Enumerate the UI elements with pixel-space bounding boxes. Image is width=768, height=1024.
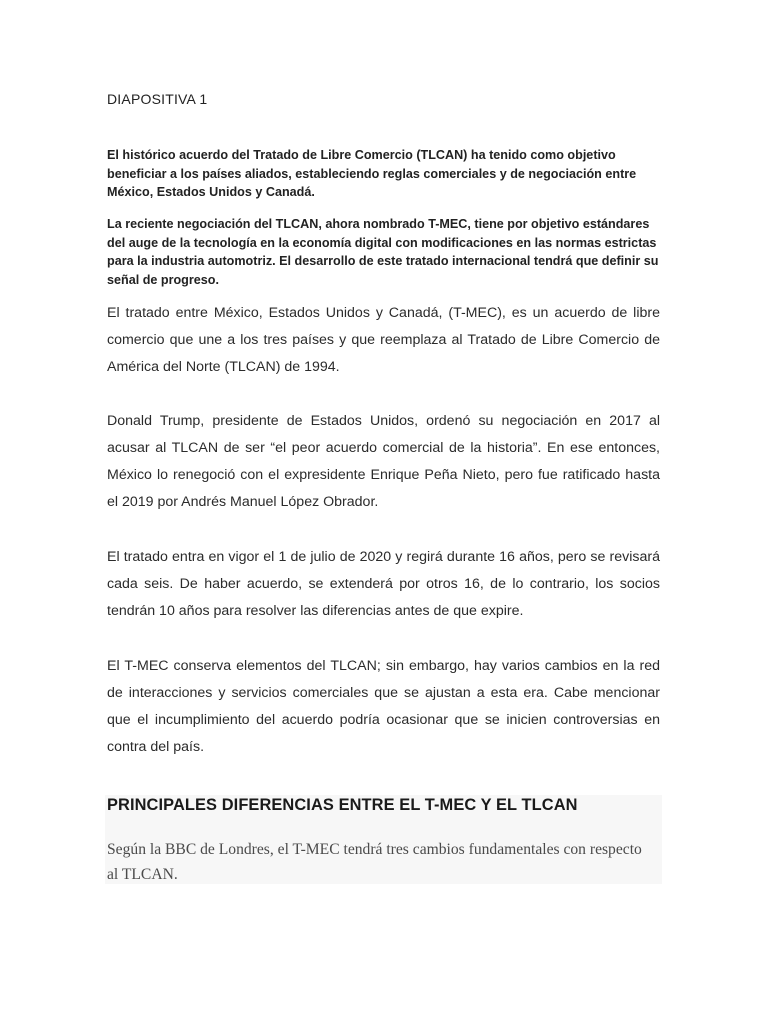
slide-label: DIAPOSITIVA 1 — [107, 91, 208, 107]
section-text: Según la BBC de Londres, el T-MEC tendrá tres cambios fundamentales con respecto al TLCAN. — [107, 841, 642, 883]
intro-paragraph: La reciente negociación del TLCAN, ahora nombrado T-MEC, tiene por objetivo estándares del auge de la tecnología en la economía digital con modificaciones en las normas estrictas para la industria automotriz. El desarrollo de este tratado internacional tendrá que definir su señal de progreso. — [107, 217, 659, 287]
section-heading: PRINCIPALES DIFERENCIAS ENTRE EL T-MEC Y EL TLCAN — [107, 796, 578, 814]
body-paragraph: El tratado entre México, Estados Unidos y Canadá, (T-MEC), es un acuerdo de libre comercio que une a los tres países y que reemplaza al Tratado de Libre Comercio de América del Norte (TLCAN) de 1994. — [107, 305, 660, 375]
body-paragraph: Donald Trump, presidente de Estados Unidos, ordenó su negociación en 2017 al acusar al TLCAN de ser “el peor acuerdo comercial de la historia”. En ese entonces, México lo renegoció con el expresidente Enrique Peña Nieto, pero fue ratificado hasta el 2019 por Andrés Manuel López Obrador. — [107, 413, 660, 510]
intro-paragraph: El histórico acuerdo del Tratado de Libre Comercio (TLCAN) ha tenido como objetivo beneficiar a los países aliados, estableciendo reglas comerciales y de negociación entre México, Estados Unidos y Canadá. — [107, 148, 637, 199]
body-paragraph: El T-MEC conserva elementos del TLCAN; sin embargo, hay varios cambios en la red de interacciones y servicios comerciales que se ajustan a esta era. Cabe mencionar que el incumplimiento del acuerdo podría ocasionar que se inicien controversias en contra del país. — [107, 658, 660, 755]
section-box — [105, 795, 662, 884]
body-paragraph: El tratado entra en vigor el 1 de julio de 2020 y regirá durante 16 años, pero se revisará cada seis. De haber acuerdo, se extenderá por otros 16, de lo contrario, los socios tendrán 10 años para resolver las diferencias antes de que expire. — [107, 549, 660, 619]
